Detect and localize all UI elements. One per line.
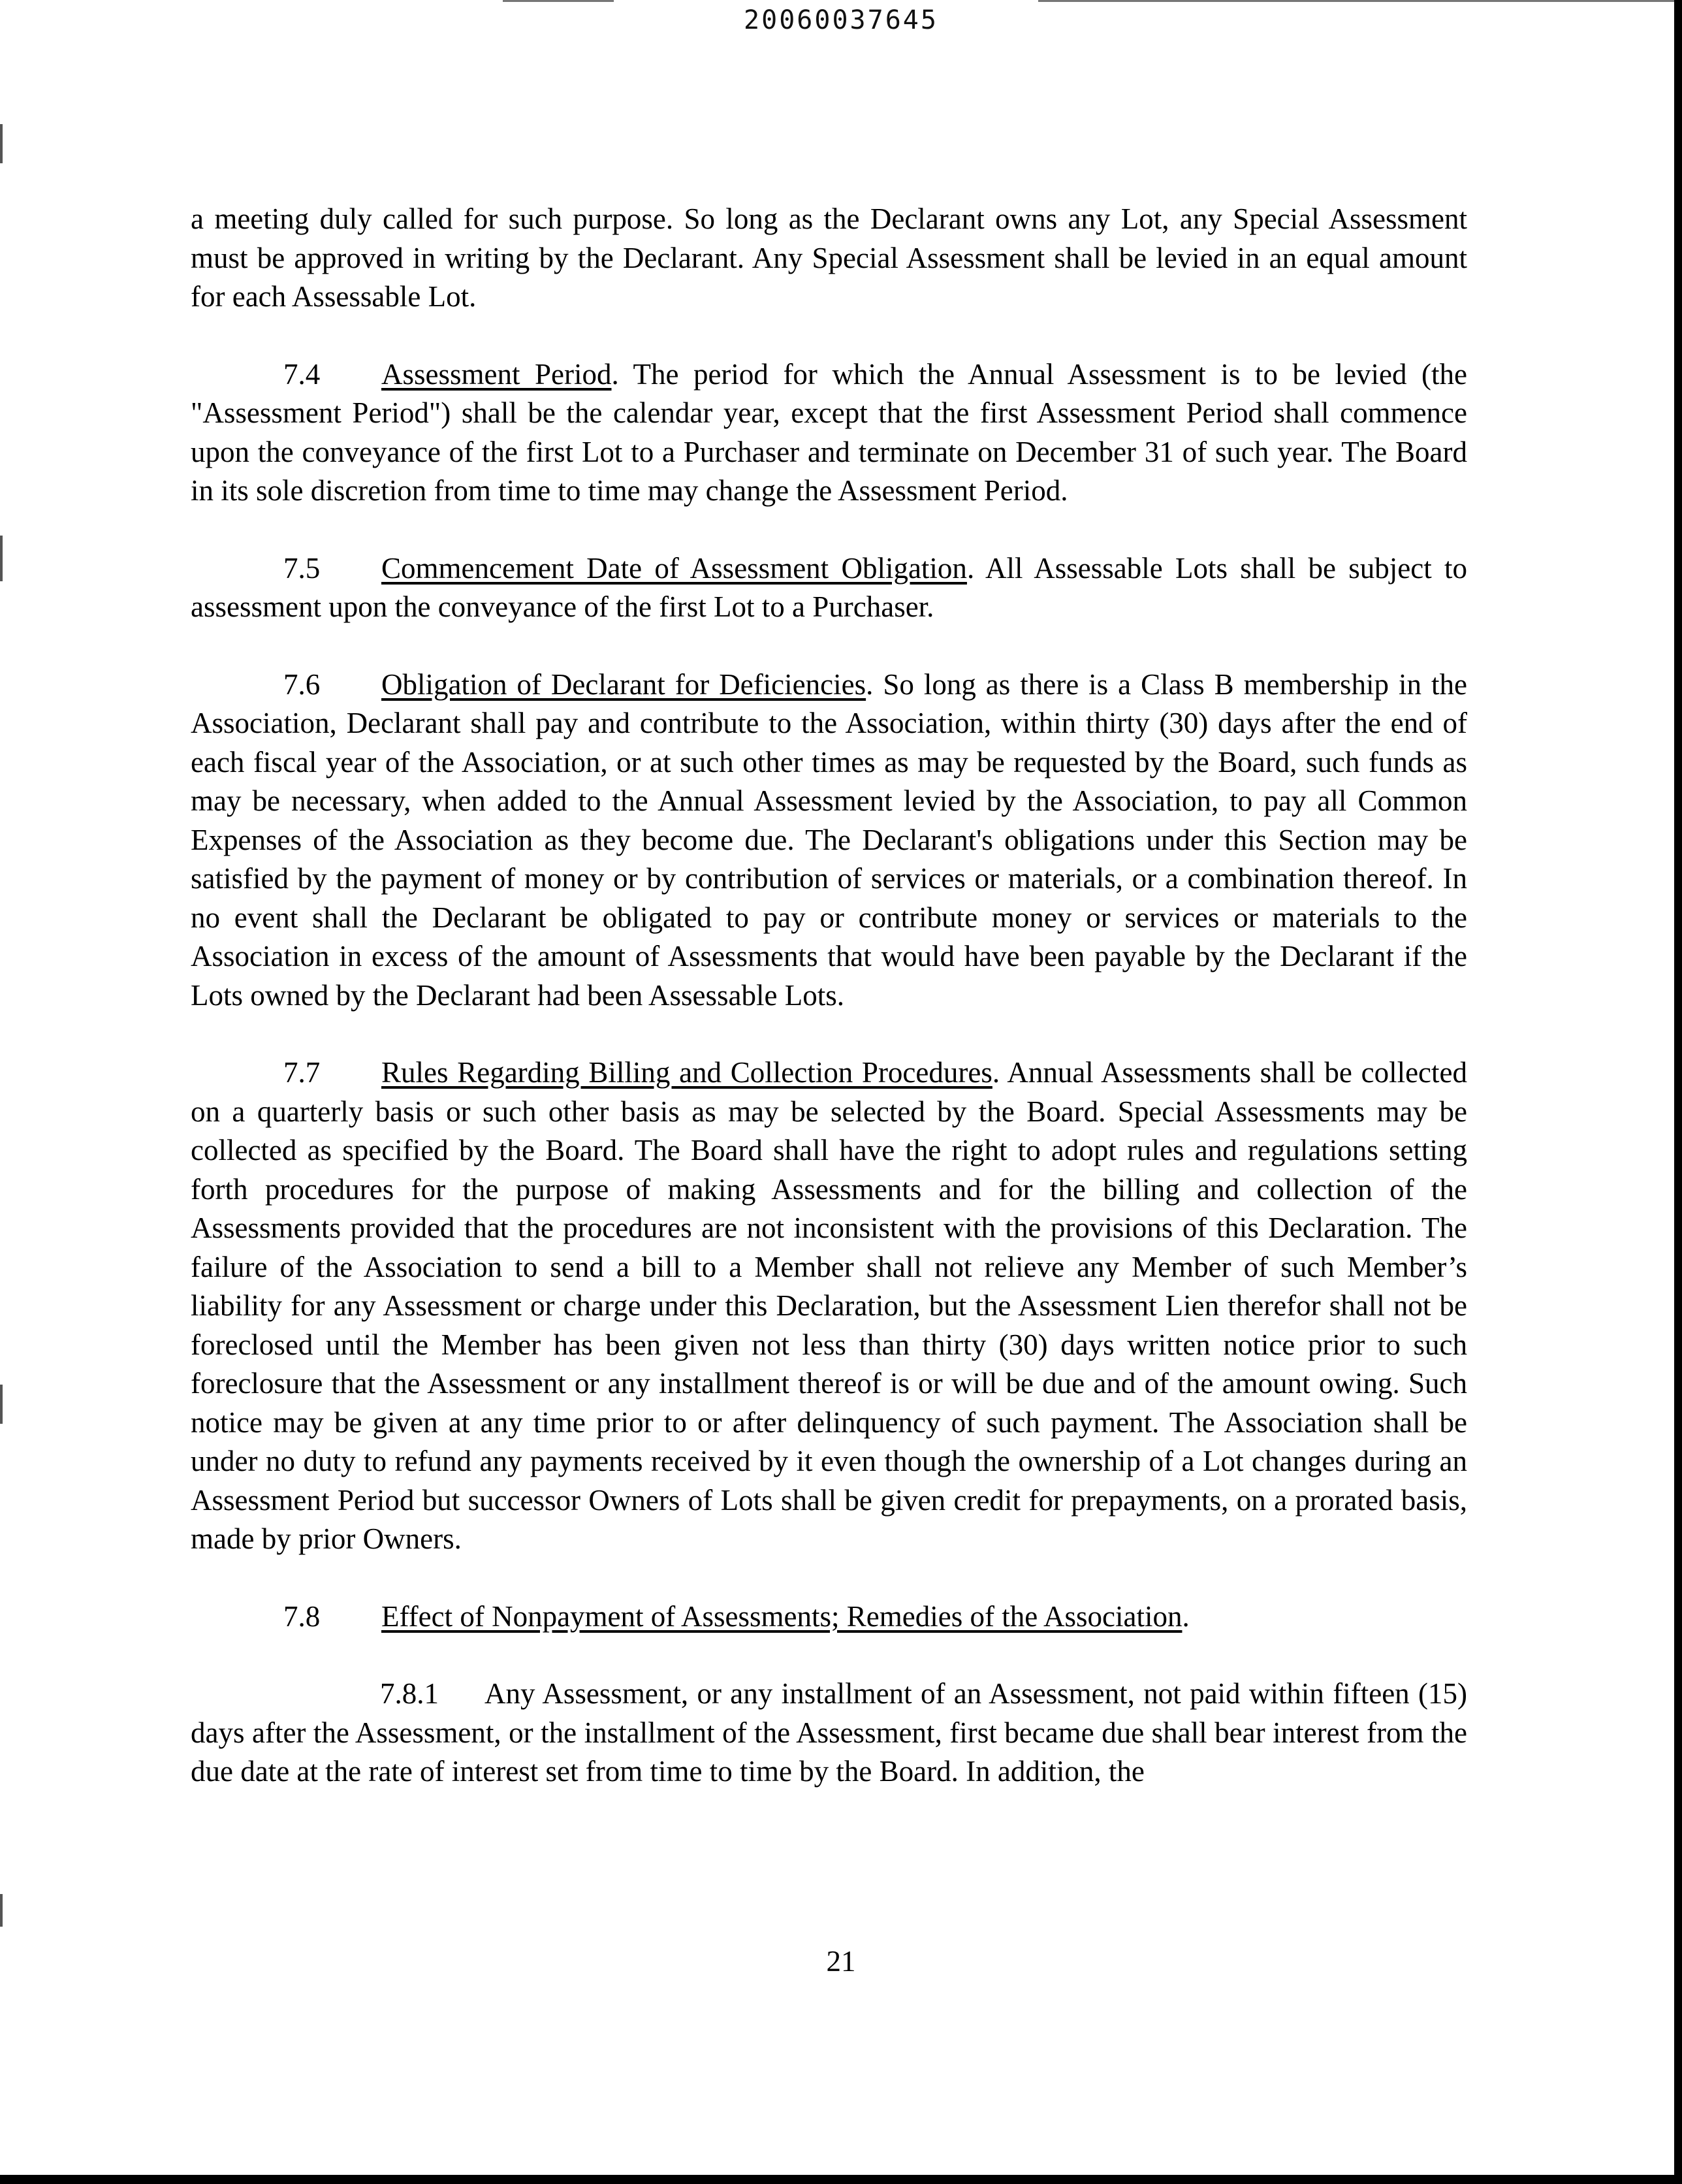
section-number: 7.8 [283,1599,321,1633]
opening-text: a meeting duly called for such purpose. So long as the Declarant owns any Lot, any Special Assessment must be approved in writing by the Declarant. Any Special Assessment shall be levied in an equal amount for each Assessable Lot. [191,202,1467,313]
section-text: . Annual Assessments shall be collected on a quarterly basis or such other basis as may be selected by the Board. Special Assessments may be collected as specified by the Board. The Board shall have the right to adopt rules and regulations setting forth procedures for the purpose of making Assessments and for the billing and collection of the Assessments provided that the procedures are not inconsistent with the provisions of this Declaration. The failure of the Association to send a bill to a Member shall not relieve any Member of such Member’s liability for any Assessment or charge under this Declaration, but the Assessment Lien therefor shall not be foreclosed until the Member has been given not less than thirty (30) days written notice prior to such foreclosure that the Assessment or any installment thereof is or will be due and of the amount owing. Such notice may be given at any time prior to or after delinquency of such payment. The Association shall be under no duty to refund any payments received by it even though the ownership of a Lot changes during an Assessment Period but successor Owners of Lots shall be given credit for prepayments, on a prorated basis, made by prior Owners. [191,1056,1467,1555]
subsection-text: Any Assessment, or any installment of an Assessment, not paid within fifteen (15) days after the Assessment, or the installment of the Assessment, first became due shall bear interest from the due date at the rate of interest set from time to time by the Board. In addition, the [191,1677,1467,1788]
section-heading: Assessment Period [381,357,612,391]
document-number: 20060037645 [744,5,938,35]
section-text: . So long as there is a Class B membership in the Association, Declarant shall pay and contribute to the Association, within thirty (30) days after the end of each fiscal year of the Association, or at such other times as may be requested by the Board, such funds as may be necessary, when added to the Annual Assessment levied by the Association, to pay all Common Expenses of the Association as they become due. The Declarant's obligations under this Section may be satisfied by the payment of money or by contribution of services or materials, or a combination thereof. In no event shall the Declarant be obligated to pay or contribute money or services or materials to the Association in excess of the amount of Assessments that would have been payable by the Declarant if the Lots owned by the Declarant had been Assessable Lots. [191,667,1467,1012]
section-7-7 [191,1053,1467,1559]
section-7-6 [191,666,1467,1016]
section-number: 7.6 [283,667,321,701]
scan-left-speck [0,1894,3,1927]
body-text [191,200,1467,1830]
section-number: 7.4 [283,357,321,391]
scan-top-rule-right [1038,0,1682,2]
scan-left-speck [0,1385,3,1424]
section-heading: Obligation of Declarant for Deficiencies [381,667,866,701]
scan-left-speck [0,536,3,581]
section-heading: Effect of Nonpayment of Assessments; Remedies of the Association [381,1599,1182,1633]
subsection-number: 7.8.1 [380,1677,439,1710]
section-text: . [1182,1599,1190,1633]
section-7-8 [191,1598,1467,1637]
section-number: 7.7 [283,1056,321,1089]
section-heading: Commencement Date of Assessment Obligation [381,551,967,585]
page-number: 21 [826,1945,856,1978]
scan-left-speck [0,124,3,163]
section-text: . All Assessable Lots shall be subject to assessment upon the conveyance of the first Lot to a Purchaser. [191,551,1468,623]
section-heading: Rules Regarding Billing and Collection Procedures [381,1056,992,1089]
scan-right-border [1674,0,1682,2184]
section-7-5 [191,549,1467,627]
scan-bottom-border [0,2175,1682,2184]
subsection-7-8-1 [191,1675,1467,1791]
section-7-4 [191,355,1467,511]
opening-paragraph [191,200,1467,317]
section-text: . The period for which the Annual Assessment is to be levied (the "Assessment Period") shall be the calendar year, except that the first Assessment Period shall commence upon the conveyance of the first Lot to a Purchaser and terminate on December 31 of such year. The Board in its sole discretion from time to time may change the Assessment Period. [191,357,1467,507]
scan-top-rule-left [503,0,614,2]
section-number: 7.5 [283,551,321,585]
